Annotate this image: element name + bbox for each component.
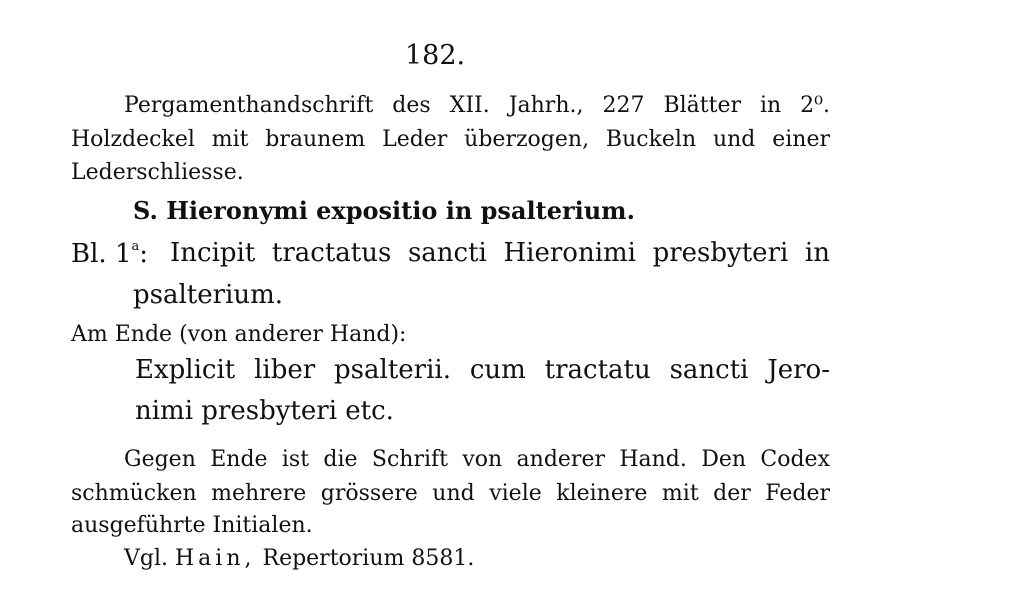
description-line-1: Pergamenthandschrift des XII. Jahrh., 227 Blätter in 2⁰. <box>124 93 830 118</box>
explicit-text-line-1: Explicit liber psalterii. cum tractatu sancti Jero- <box>135 355 830 385</box>
explicit-text-line-2: nimi presbyteri etc. <box>135 396 394 426</box>
incipit-text-line-1: Incipit tractatus sancti Hieronimi presbyteri in <box>170 238 830 268</box>
notes-line-2: schmücken mehrere grössere und viele kleinere mit der Feder <box>71 481 830 506</box>
incipit-label <box>71 240 148 267</box>
reference-prefix: Vgl. <box>124 546 168 571</box>
incipit-label-superscript: a <box>131 239 140 254</box>
reference-author: Hain, <box>175 546 256 571</box>
reference-work: Repertorium 8581. <box>262 546 475 571</box>
notes-line-1: Gegen Ende ist die Schrift von anderer Hand. Den Codex <box>124 447 830 472</box>
notes-line-3: ausgeführte Initialen. <box>71 513 313 538</box>
reference-line <box>124 548 474 570</box>
incipit-text-line-2: psalterium. <box>133 280 284 310</box>
incipit-label-text: Bl. 1 <box>71 239 132 269</box>
incipit-label-colon: : <box>139 239 149 269</box>
page-number: 182. <box>405 40 466 71</box>
manuscript-title: S. Hieronymi expositio in psalterium. <box>133 196 635 225</box>
description-line-2: Holzdeckel mit braunem Leder überzogen, Buckeln und einer <box>71 127 830 152</box>
description-line-3: Lederschliesse. <box>71 160 244 185</box>
explicit-label: Am Ende (von anderer Hand): <box>71 322 407 347</box>
